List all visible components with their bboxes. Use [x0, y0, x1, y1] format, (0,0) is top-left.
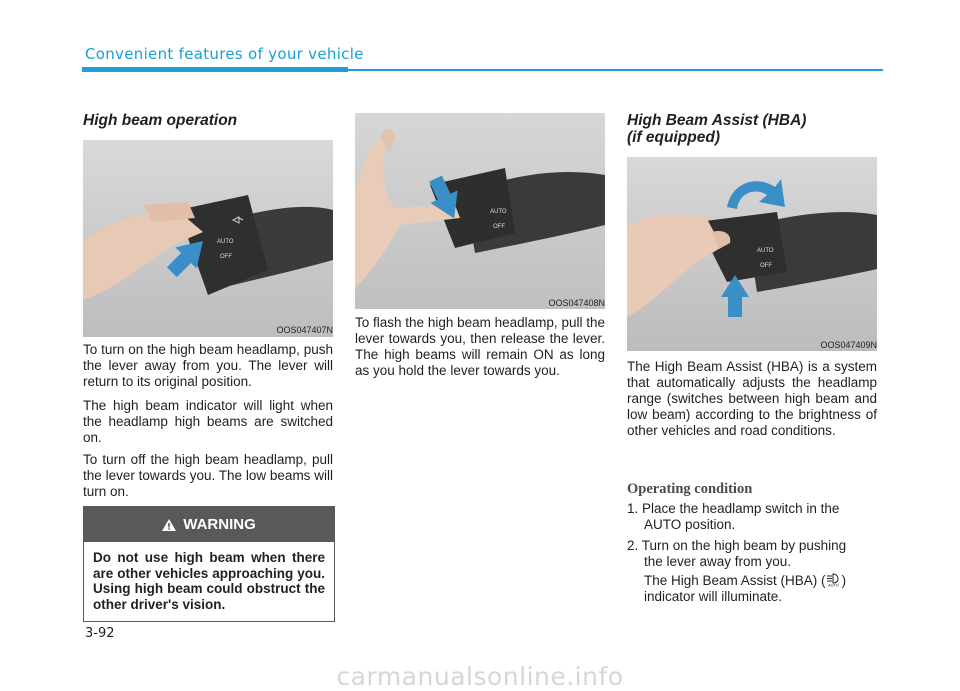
step2-text-b: the lever away from you. [644, 554, 792, 569]
watermark: carmanualsonline.info [336, 662, 624, 691]
lever-label-off: OFF [220, 254, 232, 260]
step1-number: 1. [627, 501, 639, 516]
step2-text-a: Turn on the high beam by pushing [641, 538, 847, 553]
list-item-step2 [627, 538, 877, 605]
svg-text:AUTO: AUTO [827, 582, 839, 587]
lever-label-off: OFF [493, 224, 505, 230]
paragraph-flash-high-beam: To flash the high beam headlamp, pull the lever towards you, then release the lever. The high beams will remain ON as long as you hold the lever towards you. [355, 315, 605, 378]
step1-text-b: AUTO position. [644, 517, 736, 532]
heading-hba [627, 112, 806, 146]
heading-hba-line2: (if equipped) [627, 129, 720, 146]
figure-hba-switch [627, 157, 877, 351]
header-rule [348, 69, 883, 71]
step2-text-c1: The High Beam Assist (HBA) ( [644, 573, 826, 588]
heading-hba-line1: High Beam Assist (HBA) [627, 112, 807, 129]
lever-label-auto: AUTO [217, 239, 234, 245]
figure-code-409: OOS047409N [820, 340, 877, 350]
heading-high-beam-operation: High beam operation [83, 112, 238, 129]
step2-text-c2: ) [841, 573, 847, 588]
warning-text: Do not use high beam when there are other vehicles approaching you. Using high beam could obstruct the other driver's vision. [93, 550, 325, 612]
hba-indicator-icon [826, 573, 842, 587]
warning-box [83, 506, 335, 622]
warning-title: WARNING [183, 516, 256, 533]
figure-high-beam-flash [355, 113, 605, 309]
step1-text-a: Place the headlamp switch in the [642, 501, 840, 516]
step2-number: 2. [627, 538, 639, 553]
step2-text-d: indicator will illuminate. [644, 589, 783, 604]
lever-label-auto: AUTO [490, 209, 507, 215]
figure-code-407: OOS047407N [276, 325, 333, 335]
lever-label-off: OFF [760, 263, 772, 269]
warning-triangle-icon [162, 519, 176, 531]
paragraph-turn-on-high-beam: To turn on the high beam headlamp, push the lever away from you. The lever will return to its original position. [83, 342, 333, 389]
figure-code-408: OOS047408N [548, 298, 605, 308]
figure-high-beam-push [83, 140, 333, 337]
lever-label-auto: AUTO [757, 248, 774, 254]
paragraph-hba-description: The High Beam Assist (HBA) is a system that automatically adjusts the headlamp range (switches between high beam and low beam) according to the brightness of other vehicles and road conditions. [627, 359, 877, 438]
header-accent-bar [82, 67, 348, 72]
warning-header [84, 507, 334, 542]
subheading-operating-condition: Operating condition [627, 481, 753, 497]
step2-text-c [627, 573, 877, 589]
page-number: 3-92 [85, 626, 115, 641]
paragraph-turn-off-high-beam: To turn off the high beam headlamp, pull the lever towards you. The low beams will turn on. [83, 452, 333, 499]
list-item-step1 [627, 501, 877, 533]
paragraph-indicator-light: The high beam indicator will light when the headlamp high beams are switched on. [83, 398, 333, 445]
section-header-title: Convenient features of your vehicle [85, 45, 364, 63]
